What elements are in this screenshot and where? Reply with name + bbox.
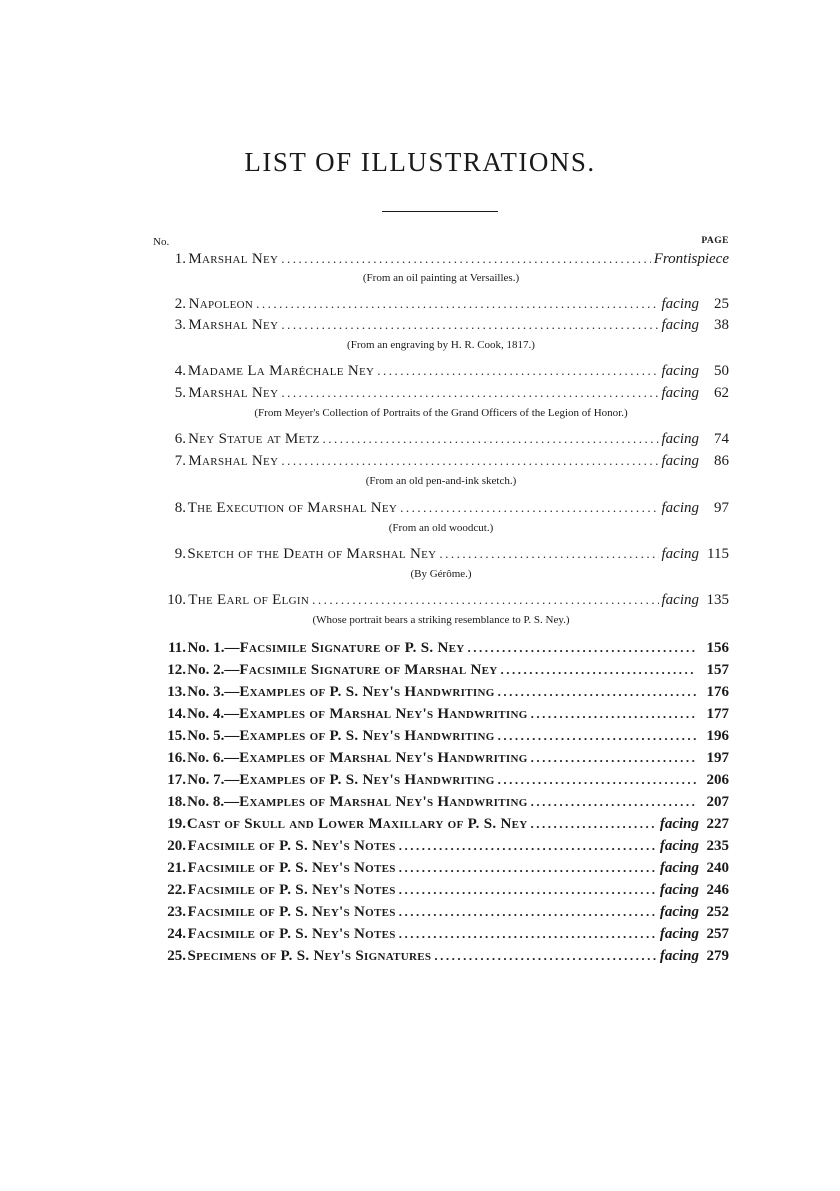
entry-prefix: No. 8.— bbox=[187, 794, 240, 810]
entry-page: 25 bbox=[714, 296, 729, 312]
illustration-entry-17 bbox=[153, 772, 729, 792]
leader-dots bbox=[377, 363, 658, 381]
entry-facing: facing bbox=[659, 882, 699, 898]
entry-page: 207 bbox=[706, 794, 729, 810]
leader-dots bbox=[531, 794, 696, 812]
entry-title: Examples of P. S. Ney's Handwriting bbox=[239, 728, 495, 744]
entry-number: 8. bbox=[174, 500, 186, 516]
entry-note: (By Gérôme.) bbox=[410, 568, 472, 580]
entry-page: 62 bbox=[714, 385, 729, 401]
leader-dots bbox=[312, 592, 658, 610]
entry-title: Facsimile Signature of P. S. Ney bbox=[239, 640, 465, 656]
entry-note: (From an engraving by H. R. Cook, 1817.) bbox=[347, 339, 535, 351]
leader-dots bbox=[498, 772, 696, 790]
entry-page: 50 bbox=[714, 363, 729, 379]
entry-title: Sketch of the Death of Marshal Ney bbox=[187, 546, 437, 562]
illustration-entry-15 bbox=[153, 728, 729, 748]
entry-prefix: No. 6.— bbox=[187, 750, 240, 766]
illustration-entry-10 bbox=[153, 592, 729, 612]
entry-number: 12. bbox=[167, 662, 186, 678]
entry-note: (From an oil painting at Versailles.) bbox=[362, 272, 520, 284]
entry-page: 38 bbox=[714, 317, 729, 333]
entry-title: Facsimile of P. S. Ney's Notes bbox=[187, 904, 396, 920]
entry-facing: facing bbox=[659, 860, 699, 876]
entry-number: 6. bbox=[174, 431, 186, 447]
illustration-entry-23 bbox=[153, 904, 729, 924]
illustration-entry-2 bbox=[153, 296, 729, 316]
page-title: LIST OF ILLUSTRATIONS. bbox=[244, 147, 596, 177]
entry-number: 22. bbox=[167, 882, 186, 898]
entry-prefix: No. 7.— bbox=[187, 772, 240, 788]
leader-dots bbox=[256, 296, 658, 314]
entry-page: 176 bbox=[706, 684, 729, 700]
entry-title: Facsimile of P. S. Ney's Notes bbox=[187, 926, 396, 942]
entry-number: 1. bbox=[174, 251, 186, 267]
entry-facing: facing bbox=[661, 546, 699, 562]
entry-page: 252 bbox=[706, 904, 729, 920]
entry-title: Examples of Marshal Ney's Handwriting bbox=[239, 794, 528, 810]
entry-facing: facing bbox=[659, 904, 699, 920]
entry-title: Examples of Marshal Ney's Handwriting bbox=[239, 706, 528, 722]
entry-note: (From an old pen-and-ink sketch.) bbox=[365, 475, 517, 487]
entry-number: 21. bbox=[167, 860, 186, 876]
entry-page: 97 bbox=[714, 500, 729, 516]
leader-dots bbox=[498, 684, 696, 702]
entry-page: 246 bbox=[706, 882, 729, 898]
leader-dots bbox=[434, 948, 657, 966]
entry-page: 86 bbox=[714, 453, 729, 469]
entry-facing: facing bbox=[661, 453, 699, 469]
entry-facing: facing bbox=[659, 948, 699, 964]
entry-facing: facing bbox=[659, 926, 699, 942]
entry-number: 5. bbox=[174, 385, 186, 401]
leader-dots bbox=[399, 860, 657, 878]
entry-title: Facsimile of P. S. Ney's Notes bbox=[187, 838, 396, 854]
entry-prefix: No. 5.— bbox=[187, 728, 240, 744]
illustration-entry-21 bbox=[153, 860, 729, 880]
leader-dots bbox=[498, 728, 696, 746]
illustration-entry-19 bbox=[153, 816, 729, 836]
entry-number: 20. bbox=[167, 838, 186, 854]
entry-page: 206 bbox=[706, 772, 729, 788]
entry-prefix: No. 1.— bbox=[187, 640, 240, 656]
entry-title: Examples of Marshal Ney's Handwriting bbox=[239, 750, 528, 766]
entry-number: 7. bbox=[174, 453, 186, 469]
entry-page: 227 bbox=[706, 816, 729, 832]
leader-dots bbox=[399, 838, 657, 856]
entry-number: 23. bbox=[167, 904, 186, 920]
illustration-entry-4 bbox=[153, 363, 729, 383]
column-header bbox=[153, 236, 729, 250]
entry-title: Marshal Ney bbox=[188, 385, 279, 401]
entry-number: 9. bbox=[174, 546, 186, 562]
illustration-entry-1 bbox=[153, 251, 729, 271]
entry-facing: facing bbox=[661, 592, 699, 608]
entry-title: Madame La Maréchale Ney bbox=[187, 363, 375, 379]
entry-number: 10. bbox=[167, 592, 186, 608]
entry-number: 11. bbox=[168, 640, 186, 656]
page-column-label: PAGE bbox=[701, 236, 729, 246]
entry-prefix: No. 3.— bbox=[187, 684, 240, 700]
illustration-entry-7 bbox=[153, 453, 729, 473]
entry-title: Ney Statue at Metz bbox=[188, 431, 320, 447]
leader-dots bbox=[399, 904, 657, 922]
entry-page: 177 bbox=[706, 706, 729, 722]
entry-title: Examples of P. S. Ney's Handwriting bbox=[239, 772, 495, 788]
entry-page: 115 bbox=[707, 546, 729, 562]
illustration-entry-13 bbox=[153, 684, 729, 704]
illustration-entry-12 bbox=[153, 662, 729, 682]
entry-page: 279 bbox=[706, 948, 729, 964]
entry-number: 19. bbox=[167, 816, 186, 832]
entry-facing: facing bbox=[659, 838, 699, 854]
entry-facing: facing bbox=[661, 385, 699, 401]
entry-number: 25. bbox=[167, 948, 186, 964]
entry-title: Marshal Ney bbox=[188, 317, 279, 333]
illustration-entry-14 bbox=[153, 706, 729, 726]
title-rule bbox=[382, 211, 498, 212]
entry-number: 15. bbox=[167, 728, 186, 744]
illustration-entry-18 bbox=[153, 794, 729, 814]
leader-dots bbox=[281, 251, 650, 269]
entry-page: 257 bbox=[706, 926, 729, 942]
entry-number: 14. bbox=[167, 706, 186, 722]
entry-page: 135 bbox=[706, 592, 729, 608]
leader-dots bbox=[531, 816, 657, 834]
leader-dots bbox=[281, 385, 658, 403]
entry-page: 74 bbox=[714, 431, 729, 447]
entry-title: Facsimile of P. S. Ney's Notes bbox=[187, 860, 396, 876]
entry-prefix: No. 4.— bbox=[187, 706, 240, 722]
entry-note: (From an old woodcut.) bbox=[388, 522, 494, 534]
entry-number: 3. bbox=[174, 317, 186, 333]
leader-dots bbox=[501, 662, 696, 680]
leader-dots bbox=[323, 431, 659, 449]
entry-prefix: No. 2.— bbox=[187, 662, 240, 678]
entry-page: 240 bbox=[706, 860, 729, 876]
illustration-entry-22 bbox=[153, 882, 729, 902]
illustration-entry-11 bbox=[153, 640, 729, 660]
entry-title: Marshal Ney bbox=[188, 453, 279, 469]
number-column-label: No. bbox=[153, 236, 170, 248]
leader-dots bbox=[399, 882, 657, 900]
entry-title: Examples of P. S. Ney's Handwriting bbox=[239, 684, 495, 700]
entry-title: Marshal Ney bbox=[188, 251, 279, 267]
entry-page: 156 bbox=[706, 640, 729, 656]
entry-number: 13. bbox=[167, 684, 186, 700]
leader-dots bbox=[281, 317, 658, 335]
entry-number: 17. bbox=[167, 772, 186, 788]
illustration-entry-6 bbox=[153, 431, 729, 451]
entry-title: The Execution of Marshal Ney bbox=[187, 500, 398, 516]
leader-dots bbox=[439, 546, 658, 564]
entry-note: (From Meyer's Collection of Portraits of the Grand Officers of the Legion of Honor.) bbox=[254, 407, 628, 419]
entry-number: 24. bbox=[167, 926, 186, 942]
leader-dots bbox=[281, 453, 658, 471]
entry-title: Napoleon bbox=[188, 296, 254, 312]
illustration-entry-5 bbox=[153, 385, 729, 405]
leader-dots bbox=[400, 500, 658, 518]
illustration-entry-16 bbox=[153, 750, 729, 770]
illustration-entry-8 bbox=[153, 500, 729, 520]
entry-page: 196 bbox=[706, 728, 729, 744]
entry-page: 235 bbox=[706, 838, 729, 854]
entry-facing: facing bbox=[661, 500, 699, 516]
illustration-entry-24 bbox=[153, 926, 729, 946]
leader-dots bbox=[531, 750, 696, 768]
entry-title: Cast of Skull and Lower Maxillary of P. S. Ney bbox=[186, 816, 528, 832]
entry-note: (Whose portrait bears a striking resemblance to P. S. Ney.) bbox=[312, 614, 570, 626]
entry-number: 18. bbox=[167, 794, 186, 810]
entry-page: 157 bbox=[706, 662, 729, 678]
leader-dots bbox=[531, 706, 696, 724]
entry-facing: facing bbox=[659, 816, 699, 832]
entry-number: 16. bbox=[167, 750, 186, 766]
illustration-entry-20 bbox=[153, 838, 729, 858]
entry-facing: facing bbox=[661, 296, 699, 312]
entry-title: Facsimile Signature of Marshal Ney bbox=[239, 662, 498, 678]
entry-facing: facing bbox=[661, 431, 699, 447]
entry-title: The Earl of Elgin bbox=[188, 592, 310, 608]
leader-dots bbox=[399, 926, 657, 944]
entry-page: 197 bbox=[706, 750, 729, 766]
entry-facing: facing bbox=[661, 317, 699, 333]
illustration-entry-9 bbox=[153, 546, 729, 566]
leader-dots bbox=[468, 640, 696, 658]
entry-page: Frontispiece bbox=[653, 251, 729, 267]
entry-facing: facing bbox=[661, 363, 699, 379]
illustration-entry-25 bbox=[153, 948, 729, 968]
illustration-entry-3 bbox=[153, 317, 729, 337]
entry-title: Facsimile of P. S. Ney's Notes bbox=[187, 882, 396, 898]
entry-number: 4. bbox=[174, 363, 186, 379]
entry-number: 2. bbox=[174, 296, 186, 312]
entry-title: Specimens of P. S. Ney's Signatures bbox=[187, 948, 432, 964]
